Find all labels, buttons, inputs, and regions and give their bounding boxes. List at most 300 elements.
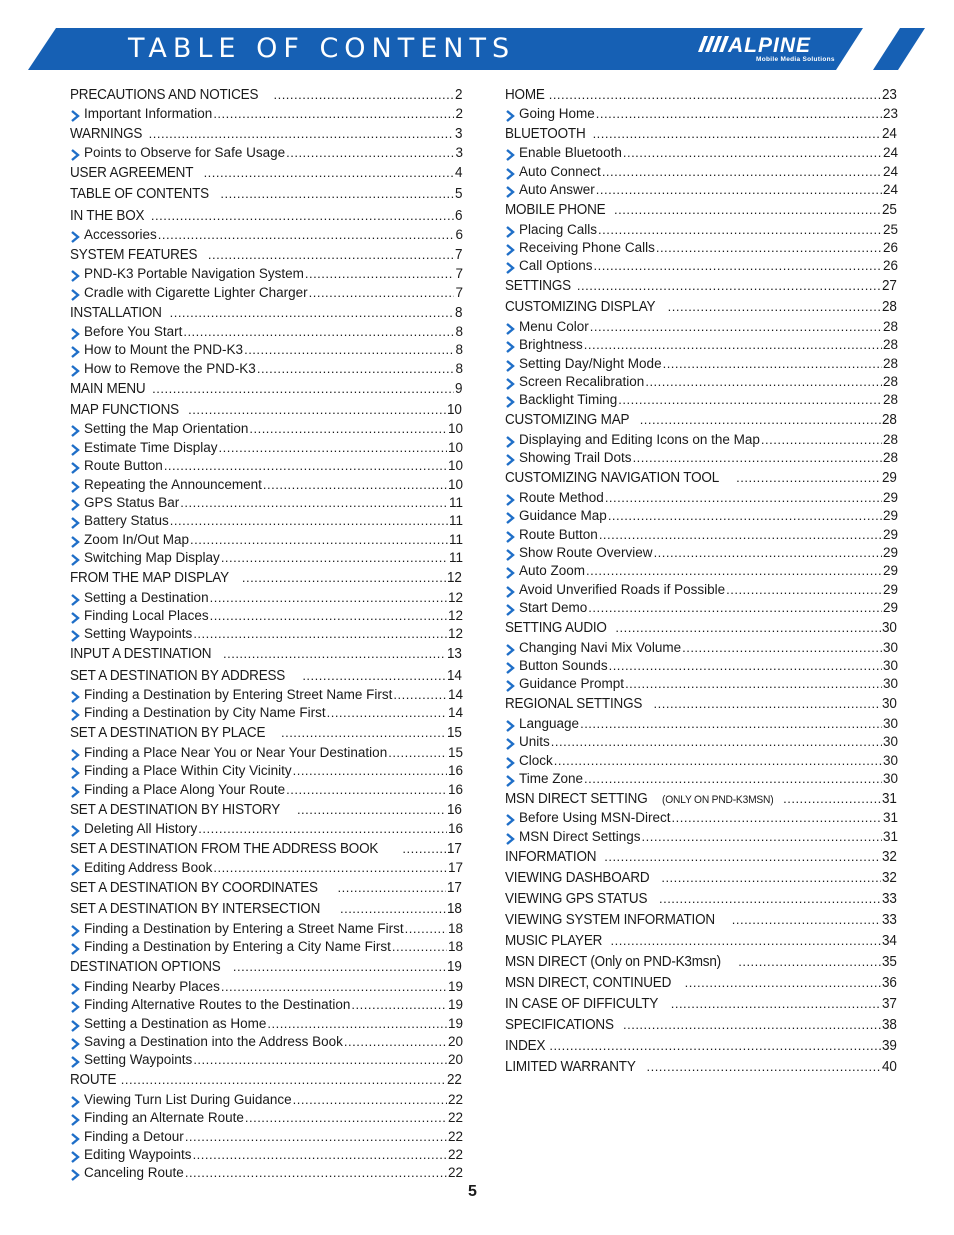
leader-dots: [210, 608, 447, 623]
toc-page-number: 8: [455, 361, 463, 376]
chevron-right-icon: [70, 630, 80, 642]
toc-entry-title: Backlight Timing: [519, 392, 618, 407]
toc-subentry: [505, 392, 898, 410]
toc-entry: [70, 646, 463, 666]
toc-entry: [70, 126, 463, 146]
toc-entry: [505, 87, 898, 107]
toc-entry-title: Guidance Prompt: [519, 676, 625, 691]
chevron-right-icon: [505, 494, 515, 506]
toc-entry-title: SET A DESTINATION BY PLACE: [70, 725, 266, 741]
leader-dots: [614, 202, 881, 217]
toc-page-number: 3: [455, 145, 463, 160]
toc-page-number: 28: [882, 392, 898, 407]
toc-entry: [70, 1072, 463, 1092]
toc-entry: [70, 841, 463, 861]
chevron-right-icon: [70, 231, 80, 243]
toc-subentry: [505, 508, 898, 526]
toc-subentry: [505, 450, 898, 468]
toc-page-number: 29: [882, 545, 898, 560]
toc-page-number: 8: [455, 305, 463, 321]
toc-entry-title: MOBILE PHONE: [505, 202, 606, 218]
leader-dots: [213, 106, 454, 121]
toc-entry-title: How to Remove the PND-K3: [84, 361, 256, 376]
leader-dots: [736, 470, 881, 485]
toc-subentry: [70, 1129, 463, 1147]
toc-subentry: [70, 979, 463, 997]
toc-page-number: 16: [447, 802, 462, 818]
leader-dots: [586, 563, 882, 578]
leader-dots: [388, 745, 447, 760]
toc-subentry: [505, 810, 898, 828]
chevron-right-icon: [70, 983, 80, 995]
toc-page-number: 20: [447, 1034, 463, 1049]
toc-page-number: 34: [882, 933, 897, 949]
toc-page-number: 30: [882, 771, 898, 786]
toc-subentry: [505, 106, 898, 124]
toc-page-number: 15: [447, 745, 463, 760]
toc-entry-title: HOME: [505, 87, 545, 103]
leader-dots: [152, 381, 454, 396]
leader-dots: [646, 1059, 881, 1074]
toc-entry-title: SET A DESTINATION BY COORDINATES: [70, 880, 318, 896]
toc-entry-title: Finding a Destination by City Name First: [84, 705, 326, 720]
leader-dots: [654, 696, 882, 711]
chevron-right-icon: [70, 462, 80, 474]
leader-dots: [170, 305, 455, 320]
toc-entry-title: Accessories: [84, 227, 157, 242]
toc-entry-title: Finding a Place Along Your Route: [84, 782, 286, 797]
chevron-right-icon: [70, 444, 80, 456]
toc-page-number: 20: [447, 1052, 463, 1067]
toc-subentry: [70, 266, 463, 284]
toc-subentry: [70, 513, 463, 531]
toc-entry: [505, 126, 898, 146]
toc-entry-note: (ONLY ON PND-K3MSN): [662, 794, 774, 806]
toc-subentry: [70, 421, 463, 439]
chevron-right-icon: [70, 925, 80, 937]
toc-entry-title: DESTINATION OPTIONS: [70, 959, 221, 975]
chevron-right-icon: [70, 365, 80, 377]
leader-dots: [623, 145, 882, 160]
toc-entry-title: PND-K3 Portable Navigation System: [84, 266, 304, 281]
toc-entry-title: LIMITED WARRANTY: [505, 1059, 636, 1075]
toc-entry-title: GPS Status Bar: [84, 495, 180, 510]
leader-dots: [682, 640, 882, 655]
toc-entry-title: Time Zone: [519, 771, 584, 786]
toc-entry-title: Setting a Destination as Home: [84, 1016, 267, 1031]
toc-entry-title: Editing Waypoints: [84, 1147, 192, 1162]
leader-dots: [671, 996, 882, 1011]
toc-entry-title: Battery Status: [84, 513, 169, 528]
toc-entry: [505, 791, 898, 811]
chevron-right-icon: [70, 1169, 80, 1181]
leader-dots: [615, 620, 881, 635]
leader-dots: [623, 1017, 881, 1032]
leader-dots: [640, 412, 882, 427]
toc-subentry: [70, 608, 463, 626]
leader-dots: [645, 374, 882, 389]
toc-page-number: 10: [447, 458, 463, 473]
chevron-right-icon: [505, 720, 515, 732]
chevron-right-icon: [70, 1096, 80, 1108]
leader-dots: [121, 1072, 447, 1087]
toc-page-number: 36: [882, 975, 897, 991]
leader-dots: [185, 1129, 447, 1144]
chevron-right-icon: [70, 709, 80, 721]
toc-entry: [505, 202, 898, 222]
toc-subentry: [505, 258, 898, 276]
toc-entry-title: VIEWING SYSTEM INFORMATION: [505, 912, 715, 928]
toc-entry: [70, 402, 463, 422]
toc-page-number: 30: [882, 753, 898, 768]
leader-dots: [193, 1147, 447, 1162]
toc-page-number: 32: [882, 870, 897, 886]
toc-subentry: [505, 337, 898, 355]
leader-dots: [286, 782, 447, 797]
toc-entry-title: Setting Day/Night Mode: [519, 356, 662, 371]
leader-dots: [549, 87, 882, 102]
toc-subentry: [70, 821, 463, 839]
toc-entry-title: Important Information: [84, 106, 213, 121]
toc-entry-title: Showing Trail Dots: [519, 450, 632, 465]
toc-page-number: 16: [447, 821, 463, 836]
leader-dots: [149, 126, 455, 141]
chevron-right-icon: [70, 1038, 80, 1050]
leader-dots: [393, 687, 447, 702]
toc-entry-title: Setting the Map Orientation: [84, 421, 249, 436]
leader-dots: [245, 1110, 447, 1125]
leader-dots: [185, 1165, 447, 1180]
chevron-right-icon: [70, 110, 80, 122]
toc-entry-title: MAP FUNCTIONS: [70, 402, 179, 418]
toc-entry-title: Placing Calls: [519, 222, 598, 237]
toc-page-number: 24: [882, 182, 898, 197]
toc-page-number: 18: [447, 921, 463, 936]
chevron-right-icon: [505, 168, 515, 180]
toc-entry-title: Finding a Detour: [84, 1129, 184, 1144]
toc-page-number: 33: [882, 891, 897, 907]
leader-dots: [337, 880, 446, 895]
leader-dots: [551, 734, 882, 749]
chevron-right-icon: [505, 360, 515, 372]
toc-entry-title: Changing Navi Mix Volume: [519, 640, 682, 655]
toc-subentry: [70, 361, 463, 379]
toc-entry-title: IN CASE OF DIFFICULTY: [505, 996, 659, 1012]
chevron-right-icon: [70, 481, 80, 493]
toc-subentry: [70, 705, 463, 723]
chevron-right-icon: [70, 612, 80, 624]
toc-entry: [505, 696, 898, 716]
toc-page-number: 30: [882, 640, 898, 655]
toc-page-number: 11: [448, 495, 463, 510]
toc-page-number: 24: [882, 164, 898, 179]
toc-entry-title: Repeating the Announcement: [84, 477, 262, 492]
chevron-right-icon: [70, 943, 80, 955]
leader-dots: [327, 705, 447, 720]
toc-entry-title: Units: [519, 734, 550, 749]
toc-page-number: 30: [882, 676, 898, 691]
toc-entry: [70, 570, 463, 590]
leader-dots: [672, 810, 882, 825]
leader-dots: [233, 959, 446, 974]
toc-page-number: 30: [882, 734, 898, 749]
toc-entry-title: BLUETOOTH: [505, 126, 586, 142]
toc-subentry: [70, 745, 463, 763]
toc-entry-title: SET A DESTINATION BY HISTORY: [70, 802, 281, 818]
toc-subentry: [70, 626, 463, 644]
toc-subentry: [70, 921, 463, 939]
toc-entry: [70, 802, 463, 822]
leader-dots: [180, 495, 448, 510]
toc-entry-title: ROUTE: [70, 1072, 117, 1088]
leader-dots: [244, 342, 454, 357]
toc-subentry: [70, 860, 463, 878]
toc-entry-title: Viewing Turn List During Guidance: [84, 1092, 292, 1107]
leader-dots: [188, 402, 446, 417]
brand-logo: [698, 36, 848, 64]
toc-subentry: [505, 182, 898, 200]
toc-page-number: 14: [447, 705, 463, 720]
toc-page-number: 24: [882, 145, 898, 160]
toc-entry-title: SET A DESTINATION BY ADDRESS: [70, 668, 286, 684]
toc-entry: [505, 299, 898, 319]
leader-dots: [309, 285, 455, 300]
toc-entry-title: Call Options: [519, 258, 593, 273]
toc-subentry: [70, 227, 463, 245]
toc-page-number: 7: [455, 266, 463, 281]
toc-entry-title: MSN DIRECT SETTING: [505, 791, 648, 807]
toc-page-number: 10: [447, 402, 462, 418]
chevron-right-icon: [505, 775, 515, 787]
chevron-right-icon: [505, 396, 515, 408]
toc-subentry: [70, 997, 463, 1015]
toc-subentry: [70, 342, 463, 360]
toc-page-number: 26: [882, 258, 898, 273]
toc-page-number: 28: [882, 319, 898, 334]
toc-entry-title: SYSTEM FEATURES: [70, 247, 198, 263]
toc-page-number: 30: [882, 658, 898, 673]
leader-dots: [611, 933, 882, 948]
toc-entry-title: CUSTOMIZING MAP: [505, 412, 630, 428]
toc-page-number: 25: [882, 202, 897, 218]
toc-subentry: [70, 687, 463, 705]
leader-dots: [151, 208, 454, 223]
toc-page-number: 38: [882, 1017, 897, 1033]
toc-entry: [505, 975, 898, 995]
leader-dots: [221, 550, 448, 565]
toc-subentry: [505, 640, 898, 658]
toc-page-number: 17: [447, 880, 462, 896]
chevron-right-icon: [70, 825, 80, 837]
toc-page-number: 29: [882, 582, 898, 597]
toc-entry: [505, 870, 898, 890]
leader-dots: [351, 997, 447, 1012]
chevron-right-icon: [505, 149, 515, 161]
chevron-right-icon: [505, 738, 515, 750]
chevron-right-icon: [70, 1001, 80, 1013]
chevron-right-icon: [70, 786, 80, 798]
toc-page-number: 12: [447, 570, 462, 586]
toc-entry: [70, 725, 463, 745]
toc-page-number: 8: [455, 324, 463, 339]
chevron-right-icon: [505, 323, 515, 335]
toc-entry-title: Canceling Route: [84, 1165, 184, 1180]
toc-page-number: 19: [447, 979, 463, 994]
toc-page-number: 18: [447, 939, 463, 954]
toc-entry: [505, 912, 898, 932]
toc-page-number: 19: [447, 1016, 463, 1031]
chevron-right-icon: [70, 499, 80, 511]
toc-subentry: [70, 1147, 463, 1165]
leader-dots: [608, 508, 882, 523]
toc-page-number: 31: [882, 791, 897, 807]
chevron-right-icon: [505, 757, 515, 769]
toc-entry-title: SET A DESTINATION BY INTERSECTION: [70, 901, 321, 917]
toc-entry-title: Finding Alternative Routes to the Destination: [84, 997, 351, 1012]
chevron-right-icon: [505, 226, 515, 238]
leader-dots: [170, 513, 448, 528]
chevron-right-icon: [70, 328, 80, 340]
chevron-right-icon: [505, 644, 515, 656]
toc-page-number: 22: [447, 1165, 463, 1180]
toc-page-number: 28: [882, 337, 898, 352]
chevron-right-icon: [70, 767, 80, 779]
toc-page-number: 31: [882, 810, 898, 825]
toc-entry-title: Before You Start: [84, 324, 183, 339]
toc-subentry: [70, 145, 463, 163]
brand-stripes-icon: [698, 36, 732, 52]
chevron-right-icon: [70, 1133, 80, 1145]
chevron-right-icon: [505, 549, 515, 561]
chevron-right-icon: [505, 604, 515, 616]
toc-page-number: 30: [882, 716, 898, 731]
chevron-right-icon: [70, 149, 80, 161]
leader-dots: [257, 361, 455, 376]
chevron-right-icon: [505, 110, 515, 122]
chevron-right-icon: [70, 691, 80, 703]
leader-dots: [659, 891, 881, 906]
chevron-right-icon: [70, 1151, 80, 1163]
toc-page-number: 22: [447, 1129, 463, 1144]
leader-dots: [618, 392, 882, 407]
chevron-right-icon: [70, 536, 80, 548]
toc-entry-title: Guidance Map: [519, 508, 607, 523]
toc-entry-title: INSTALLATION: [70, 305, 162, 321]
toc-entry-title: Finding a Destination by Entering a Street Name First: [84, 921, 404, 936]
toc-page-number: 29: [882, 527, 898, 542]
leader-dots: [183, 324, 454, 339]
toc-page-number: 10: [447, 477, 463, 492]
leader-dots: [633, 450, 882, 465]
toc-entry-title: Route Method: [519, 490, 604, 505]
toc-page-number: 37: [882, 996, 897, 1012]
toc-subentry: [505, 145, 898, 163]
header-banner: [28, 28, 925, 70]
toc-entry-title: CUSTOMIZING NAVIGATION TOOL: [505, 470, 720, 486]
leader-dots: [577, 278, 881, 293]
toc-page-number: 17: [447, 860, 463, 875]
toc-subentry: [70, 440, 463, 458]
leader-dots: [164, 458, 447, 473]
toc-entry: [70, 208, 463, 228]
toc-entry-title: Saving a Destination into the Address Book: [84, 1034, 343, 1049]
chevron-right-icon: [70, 864, 80, 876]
toc-page-number: 28: [882, 450, 898, 465]
toc-entry-title: SETTING AUDIO: [505, 620, 607, 636]
leader-dots: [302, 668, 446, 683]
chevron-right-icon: [70, 749, 80, 761]
chevron-right-icon: [505, 378, 515, 390]
leader-dots: [305, 266, 455, 281]
toc-page-number: 3: [455, 126, 463, 142]
leader-dots: [208, 247, 454, 262]
leader-dots: [193, 1052, 447, 1067]
toc-subentry: [505, 676, 898, 694]
toc-entry-title: INFORMATION: [505, 849, 597, 865]
leader-dots: [273, 87, 454, 102]
leader-dots: [661, 870, 881, 885]
toc-page-number: 10: [447, 440, 463, 455]
toc-entry-title: Avoid Unverified Roads if Possible: [519, 582, 726, 597]
toc-page-number: 31: [882, 829, 898, 844]
toc-entry: [70, 959, 463, 979]
toc-subentry: [70, 532, 463, 550]
toc-entry-title: Displaying and Editing Icons on the Map: [519, 432, 760, 447]
toc-entry: [505, 954, 898, 974]
toc-entry-title: Switching Map Display: [84, 550, 220, 565]
toc-entry-title: Going Home: [519, 106, 595, 121]
leader-dots: [340, 901, 446, 916]
toc-entry-title: WARNINGS: [70, 126, 143, 142]
toc-page-number: 23: [882, 87, 897, 103]
leader-dots: [580, 716, 882, 731]
leader-dots: [204, 165, 455, 180]
leader-dots: [263, 477, 447, 492]
leader-dots: [297, 802, 446, 817]
leader-dots: [286, 145, 454, 160]
toc-entry: [70, 87, 463, 107]
toc-entry-title: VIEWING DASHBOARD: [505, 870, 650, 886]
chevron-right-icon: [70, 554, 80, 566]
toc-entry-title: INDEX: [505, 1038, 546, 1054]
toc-page-number: 10: [447, 421, 463, 436]
toc-subentry: [70, 285, 463, 303]
toc-page-number: 33: [882, 912, 897, 928]
toc-page-number: 23: [882, 106, 898, 121]
leader-dots: [158, 227, 455, 242]
leader-dots: [190, 532, 448, 547]
toc-page-number: 19: [447, 959, 462, 975]
toc-entry-title: Language: [519, 716, 580, 731]
toc-subentry: [505, 240, 898, 258]
toc-page-number: 17: [447, 841, 462, 857]
chevron-right-icon: [70, 1056, 80, 1068]
toc-subentry: [505, 582, 898, 600]
toc-page-number: 24: [882, 126, 897, 142]
toc-page-number: 2: [455, 87, 463, 103]
toc-entry-title: Receiving Phone Calls: [519, 240, 655, 255]
toc-page-number: 22: [447, 1147, 463, 1162]
leader-dots: [668, 299, 882, 314]
toc-entry: [505, 891, 898, 911]
leader-dots: [198, 821, 447, 836]
toc-subentry: [505, 829, 898, 847]
chevron-right-icon: [505, 512, 515, 524]
toc-entry-title: Finding a Place Within City Vicinity: [84, 763, 292, 778]
chevron-right-icon: [505, 680, 515, 692]
leader-dots: [402, 841, 446, 856]
toc-page-number: 4: [455, 165, 463, 181]
